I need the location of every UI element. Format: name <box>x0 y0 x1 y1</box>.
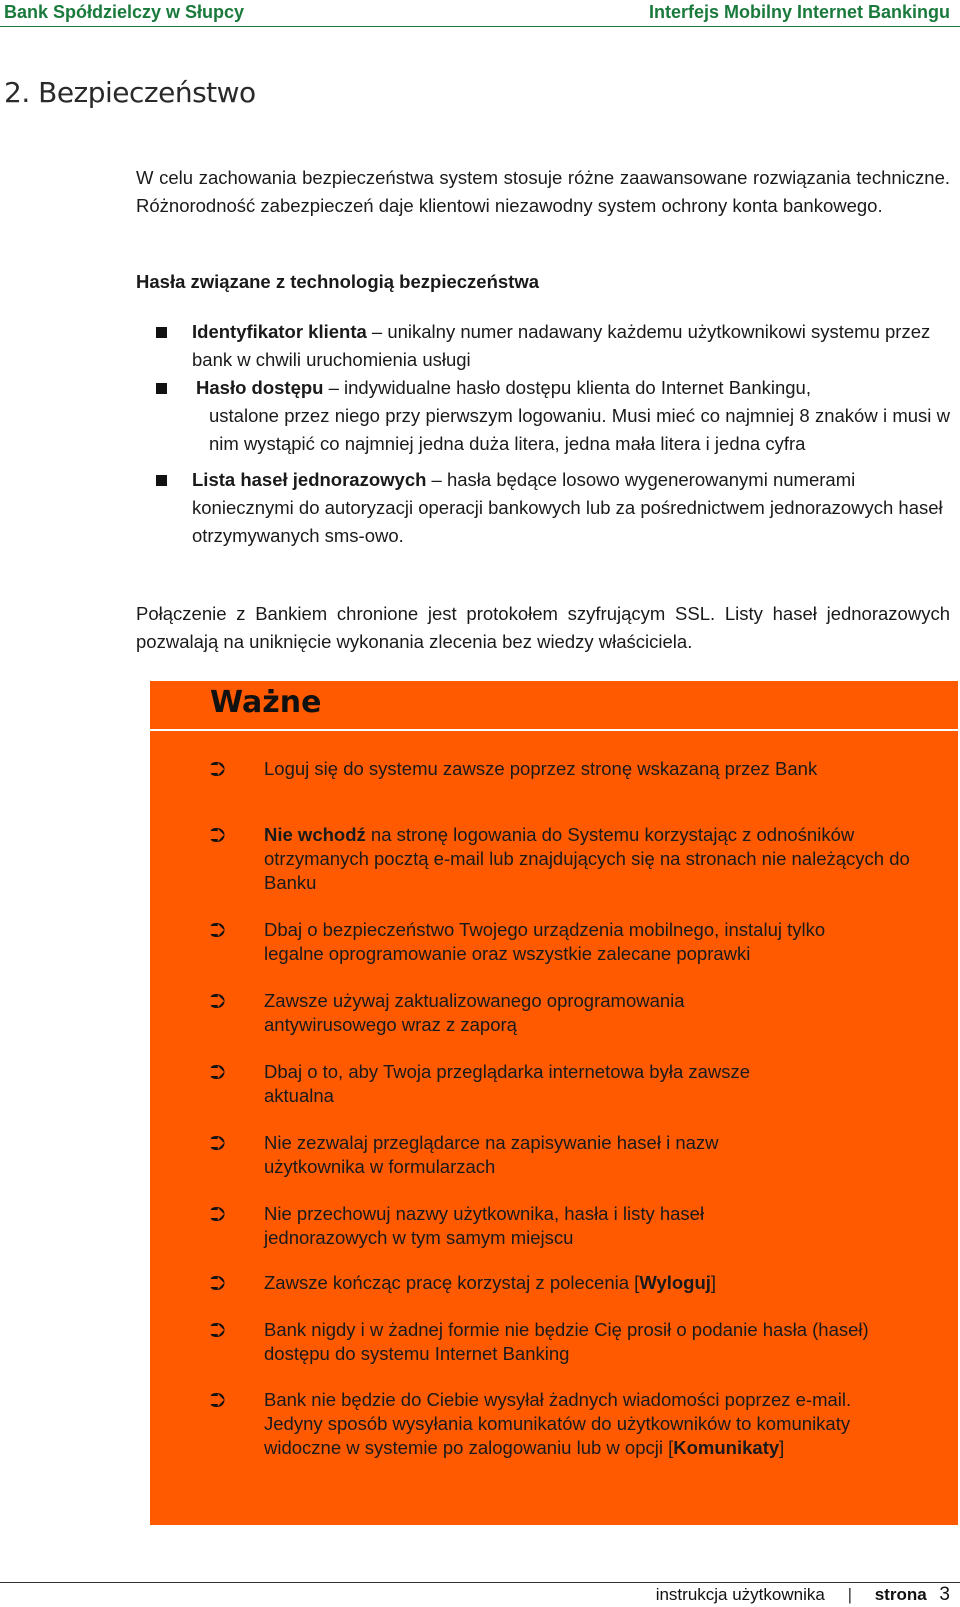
tip-item <box>210 823 910 895</box>
arrow-right-icon: ⮊ <box>210 823 226 847</box>
tip-item <box>210 1060 910 1108</box>
tip-text: Dbaj o bezpieczeństwo Twojego urządzenia mobilnego, instaluj tylko legalne oprogramowanie oraz wszystkie zalecane poprawki <box>264 919 826 964</box>
arrow-right-icon: ⮊ <box>210 1202 226 1226</box>
tip-text: na stronę logowania do Systemu korzystając z odnośników otrzymanych pocztą e-mail lub znajdujących się na stronach nie należących do Banku <box>264 824 910 893</box>
tip-text: Nie przechowuj nazwy użytkownika, hasła i listy haseł jednorazowych w tym samym miejscu <box>264 1203 705 1248</box>
list-item-text: – hasła będące losowo wygenerowanymi numerami koniecznymi do autoryzacji operacji bankowych lub za pośrednictwem jednorazowych haseł otrzymywanych sms-owo. <box>192 469 943 546</box>
tip-bold: Wyloguj <box>639 1272 711 1293</box>
list-item <box>136 466 950 550</box>
tip-text: Bank nie będzie do Ciebie wysyłał żadnych wiadomości poprzez e-mail. Jedyny sposób wysyłania komunikatów do użytkowników to komunikaty widoczne w systemie po zalogowaniu lub w opcji [ <box>264 1389 852 1458</box>
page-header <box>0 0 960 27</box>
arrow-right-icon: ⮊ <box>210 1131 226 1155</box>
tip-item <box>210 1131 910 1179</box>
square-bullet-icon <box>156 383 167 394</box>
list-item-term: Hasło dostępu <box>196 377 324 398</box>
tip-text: Dbaj o to, aby Twoja przeglądarka internetowa była zawsze aktualna <box>264 1061 751 1106</box>
password-types-list <box>136 318 950 550</box>
list-item-term: Identyfikator klienta <box>192 321 367 342</box>
important-notice-box <box>150 681 958 1525</box>
tip-text: Zawsze kończąc pracę korzystaj z polecenia [ <box>264 1272 640 1293</box>
tip-text-after: ] <box>779 1437 785 1458</box>
section-title: 2. Bezpieczeństwo <box>4 76 256 109</box>
bank-name: Bank Spółdzielczy w Słupcy <box>4 2 245 22</box>
square-bullet-icon <box>156 327 167 338</box>
important-title: Ważne <box>210 685 322 720</box>
footer-separator: | <box>847 1585 852 1604</box>
tip-item <box>210 1271 910 1295</box>
arrow-right-icon: ⮊ <box>210 989 226 1013</box>
page-label: strona <box>874 1585 927 1604</box>
document-title: Interfejs Mobilny Internet Bankingu <box>648 2 950 22</box>
tip-text-after: ] <box>710 1272 717 1293</box>
arrow-right-icon: ⮊ <box>210 757 226 781</box>
arrow-right-icon: ⮊ <box>210 1060 226 1084</box>
page-number: 3 <box>939 1584 950 1605</box>
footer-label: instrukcja użytkownika <box>655 1585 825 1604</box>
tip-item <box>210 989 910 1037</box>
arrow-right-icon: ⮊ <box>210 1271 226 1295</box>
tip-text: Nie zezwalaj przeglądarce na zapisywanie haseł i nazw użytkownika w formularzach <box>264 1132 719 1177</box>
tip-text: Bank nigdy i w żadnej formie nie będzie Cię prosił o podanie hasła (haseł) dostępu do systemu Internet Banking <box>264 1319 869 1364</box>
list-item <box>136 318 950 374</box>
arrow-right-icon: ⮊ <box>210 1318 226 1342</box>
subheading: Hasła związane z technologią bezpieczeństwa <box>136 271 540 292</box>
list-item-text: – indywidualne hasło dostępu klienta do Internet Bankingu, <box>323 377 811 398</box>
list-item-text-continued: ustalone przez niego przy pierwszym logowaniu. Musi mieć co najmniej 8 znaków i musi w nim wystąpić co najmniej jedna duża litera, jedna mała litera i jedna cyfra <box>209 405 950 454</box>
list-item <box>136 374 950 458</box>
arrow-right-icon: ⮊ <box>210 1388 226 1412</box>
tip-bold: Komunikaty <box>673 1437 780 1458</box>
closing-paragraph: Połączenie z Bankiem chronione jest protokołem szyfrującym SSL. Listy haseł jednorazowych pozwalają na uniknięcie wykonania zlecenia bez wiedzy właściciela. <box>136 603 950 652</box>
list-item-term: Lista haseł jednorazowych <box>192 469 427 490</box>
tip-item <box>210 1202 910 1250</box>
tip-bold: Nie wchodź <box>264 824 366 845</box>
tip-text: Loguj się do systemu zawsze poprzez stronę wskazaną przez Bank <box>264 758 818 779</box>
square-bullet-icon <box>156 475 167 486</box>
page-footer <box>656 1584 950 1606</box>
arrow-right-icon: ⮊ <box>210 918 226 942</box>
tip-item <box>210 1388 910 1460</box>
tip-item <box>210 918 910 966</box>
tip-text: Zawsze używaj zaktualizowanego oprogramowania antywirusowego wraz z zaporą <box>264 990 685 1035</box>
footer-divider <box>0 1582 960 1583</box>
intro-paragraph: W celu zachowania bezpieczeństwa system stosuje różne zaawansowane rozwiązania techniczne. Różnorodność zabezpieczeń daje klientowi niezawodny system ochrony konta bankowego. <box>136 167 950 216</box>
divider <box>150 729 958 731</box>
list-item-text: – unikalny numer nadawany każdemu użytkownikowi systemu przez bank w chwili uruchomienia usługi <box>192 321 931 370</box>
tip-item <box>210 757 910 781</box>
tip-item <box>210 1318 910 1366</box>
